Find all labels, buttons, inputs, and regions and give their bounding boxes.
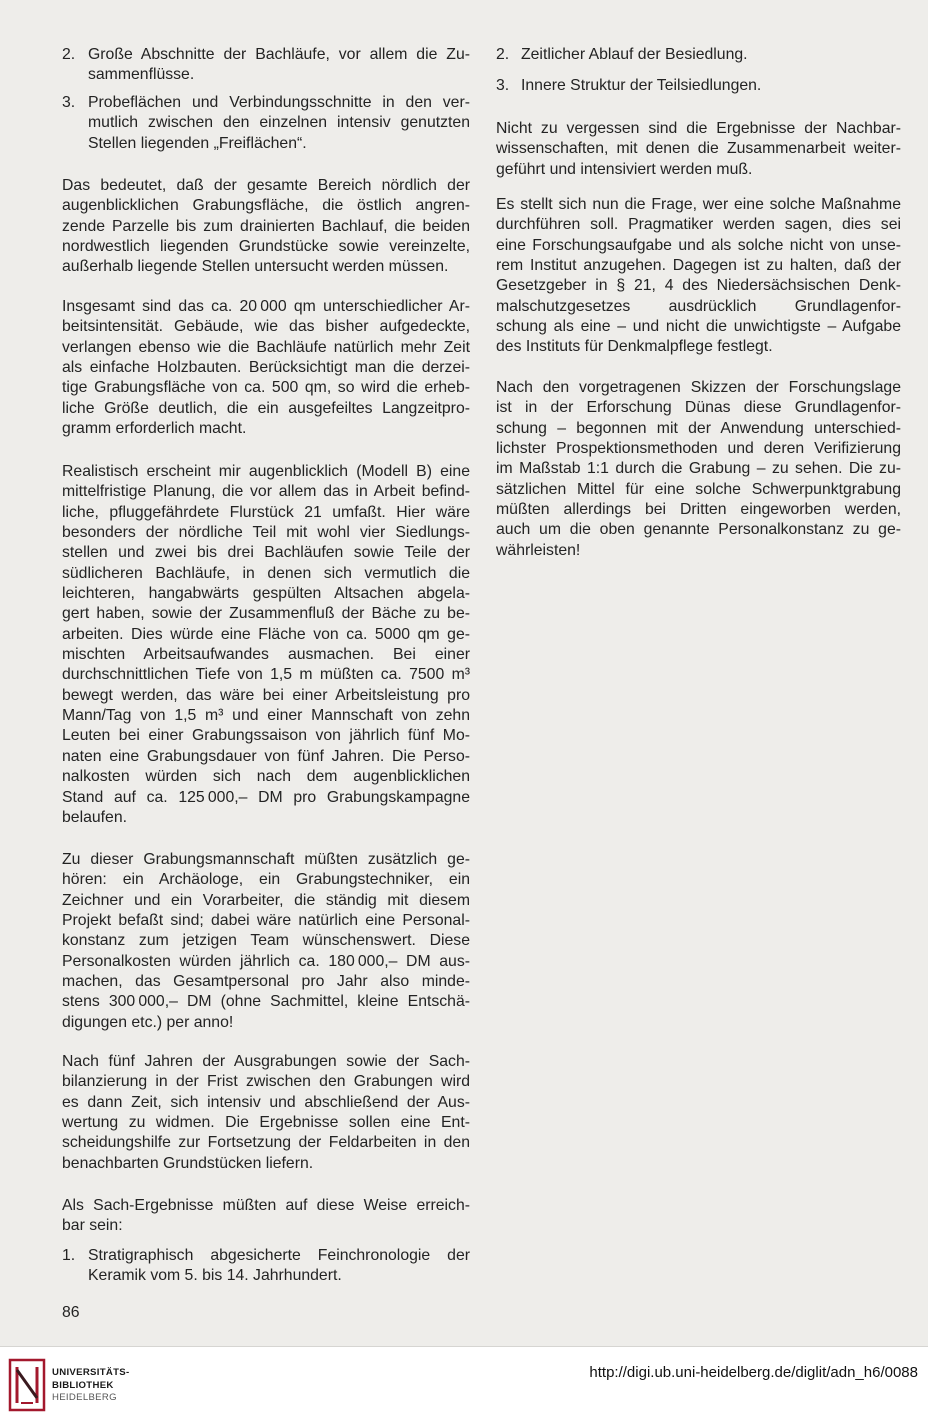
text-line: wertung zu widmen. Die Ergebnisse sollen eine Ent- — [62, 1114, 470, 1132]
text-line: durchführen soll. Pragmatiker werden sagen, dies sei — [496, 216, 901, 234]
text-line: Zeichner und ein Vorarbeiter, die ständig mit diesem — [62, 891, 470, 909]
text-line: als einfache Holzbauten. Berücksichtigt man die derzei- — [62, 359, 470, 377]
text-line: Gesetzgeber in § 21, 4 des Niedersächsischen Denk- — [496, 277, 901, 295]
text-line: Nach fünf Jahren der Ausgrabungen sowie der Sach- — [62, 1053, 470, 1070]
list-item-number: 2. — [62, 46, 76, 63]
text-line: augenblicklichen Grabungsfläche, die östlich angren- — [62, 197, 470, 215]
list-item-text — [521, 76, 901, 96]
text-line: Nach den vorgetragenen Skizzen der Forschungslage — [496, 379, 901, 396]
text-line: müßten allerdings bei Dritten eingeworben werden, — [496, 501, 901, 519]
list-item-number: 3. — [496, 77, 510, 94]
text-line: Es stellt sich nun die Frage, wer eine solche Maßnahme — [496, 196, 901, 213]
text-line: ist in der Erforschung Dünas diese Grundlagenfor- — [496, 399, 901, 417]
text-line: Große Abschnitte der Bachläufe, vor allem die Zu- — [88, 46, 470, 63]
text-line: Projekt befaßt sind; dabei wäre natürlich eine Personal- — [62, 912, 470, 930]
logo-line-university: UNIVERSITÄTS- — [52, 1367, 130, 1378]
text-line: Stratigraphisch abgesicherte Feinchronologie der — [88, 1247, 470, 1264]
text-line: nordwestlich liegenden Grundstücke sowie vereinzelte, — [62, 238, 470, 256]
paragraph-total-area — [62, 297, 470, 439]
text-line: schung als eine – und nicht die unwichtigste – Aufgabe — [496, 318, 901, 336]
text-line: rem Institut anzugehen. Dagegen ist zu halten, daß der — [496, 257, 901, 275]
text-line: wissenschaften, mit denen die Zusammenarbeit weiter- — [496, 140, 901, 158]
text-line: zende Parzelle bis zum drainierten Bachlauf, die beiden — [62, 217, 470, 235]
text-line: arbeiten. Dies würde eine Fläche von ca. 5000 qm ge- — [62, 625, 470, 643]
text-line: Als Sach-Ergebnisse müßten auf diese Weise erreich- — [62, 1197, 470, 1214]
logo-line-city: HEIDELBERG — [52, 1392, 117, 1403]
paragraph-neighbouring-sciences — [496, 119, 901, 180]
library-logo-text — [52, 1367, 129, 1405]
list-item — [62, 45, 470, 86]
text-line: außerhalb liegende Stellen untersucht werden müssen. — [62, 258, 449, 276]
page-url[interactable]: http://digi.ub.uni-heidelberg.de/diglit/adn_h6/0088 — [589, 1364, 918, 1381]
paragraph-responsibility — [496, 195, 901, 358]
text-line: besonders der nördliche Teil mit wohl vier Siedlungs- — [62, 524, 470, 542]
list-item-number: 1. — [62, 1247, 76, 1264]
text-line: sätzlichen Mittel für eine solche Schwerpunktgrabung — [496, 480, 901, 498]
text-line: belaufen. — [62, 808, 128, 826]
text-line: Stand auf ca. 125 000,– DM pro Grabungskampagne — [62, 788, 470, 806]
text-line: machen, das Gesamtpersonal pro Jahr also minde- — [62, 973, 470, 991]
list-item-number: 3. — [62, 94, 76, 111]
text-line: nalkosten würden sich nach dem augenblicklichen — [62, 768, 470, 786]
list-item-text — [88, 45, 470, 86]
text-line: Insgesamt sind das ca. 20 000 qm unterschiedlicher Ar- — [62, 298, 470, 315]
text-line: bilanzierung in der Frist zwischen den Grabungen wird — [62, 1073, 470, 1091]
text-line: im Maßstab 1:1 durch die Grabung – zu sehen. Die zu- — [496, 460, 901, 478]
footer — [0, 1346, 928, 1419]
text-line: mischten Arbeitsaufwandes ausmachen. Bei einer — [62, 646, 470, 664]
text-line: durchschnittlichen Tiefe von 1,5 m müßten ca. 7500 m³ — [62, 666, 470, 684]
text-line: liche Größe deutlich, die ein ausgefeiltes Langzeitpro- — [62, 399, 470, 417]
list-item-text — [521, 45, 901, 65]
paragraph-funding — [496, 378, 901, 561]
text-line: lichster Prospektionsmethoden und deren Verifizierung — [496, 440, 901, 458]
text-line: mittelfristige Planung, die vor allem das in Arbeit befind- — [62, 483, 470, 501]
text-line: Leuten bei einer Grabungssaison von jährlich fünf Mo- — [62, 727, 470, 745]
logo-line-library: BIBLIOTHEK — [52, 1379, 114, 1391]
text-line: Keramik vom 5. bis 14. Jahrhundert. — [88, 1267, 342, 1285]
text-line: bar sein: — [62, 1217, 123, 1235]
list-item — [62, 1246, 470, 1287]
text-line: Das bedeutet, daß der gesamte Bereich nördlich der — [62, 177, 470, 194]
text-line: naten eine Grabungsdauer von fünf Jahren. Die Perso- — [62, 747, 470, 765]
text-line: tige Grabungsfläche von ca. 500 qm, so wird die erheb- — [62, 379, 470, 397]
list-item-text — [88, 1246, 470, 1287]
text-line: eine Forschungsaufgabe und als solche nicht von unse- — [496, 236, 901, 254]
text-line: benachbarten Grundstücken liefern. — [62, 1154, 314, 1172]
text-line: malschutzgesetzes ausdrücklich Grundlagenfor- — [496, 297, 901, 315]
text-line: es dann Zeit, sich intensiv und abschließend der Aus- — [62, 1093, 470, 1111]
text-line: Probeflächen und Verbindungsschnitte in den ver- — [88, 94, 470, 111]
text-line: Mann/Tag von 1,5 m³ und einer Mannschaft von zehn — [62, 707, 470, 725]
text-line: Nicht zu vergessen sind die Ergebnisse der Nachbar- — [496, 120, 901, 137]
text-line: bewegt werden, das wäre bei einer Arbeitsleistung pro — [62, 686, 470, 704]
text-line: Zeitlicher Ablauf der Besiedlung. — [521, 46, 748, 63]
text-line: stens 300 000,– DM (ohne Sachmittel, kleine Entschä- — [62, 993, 470, 1011]
text-line: scheidungshilfe zur Fortsetzung der Feldarbeiten in den — [62, 1134, 470, 1152]
text-line: südlicheren Bachläufe, in denen sich vermutlich die — [62, 564, 470, 582]
text-line: sammenflüsse. — [88, 66, 195, 84]
text-line: liche, pfluggefährdete Flurstück 21 umfaßt. Hier wäre — [62, 503, 470, 521]
text-line: gramm erforderlich macht. — [62, 420, 247, 438]
text-line: konstanz zum jetzigen Team wünschenswert. Diese — [62, 932, 470, 950]
text-line: mutlich zwischen den einzelnen intensiv genutzten — [88, 114, 470, 132]
text-line: verlangen ebenso wie die Bachläufe natürlich mehr Zeit — [62, 338, 470, 356]
text-line: gert haben, sowie der Zusammenfluß der Bäche zu be- — [62, 605, 470, 623]
list-item-text — [88, 93, 470, 154]
text-line: beitsintensität. Gebäude, wie das bisher aufgedeckte, — [62, 318, 470, 336]
text-line: geführt und intensiviert werden muß. — [496, 160, 753, 178]
text-line: währleisten! — [496, 541, 581, 559]
paragraph-staff — [62, 850, 470, 1033]
text-line: des Instituts für Denkmalpflege festlegt. — [496, 338, 773, 356]
text-line: schung – begonnen mit der Anwendung unterschied- — [496, 419, 901, 437]
text-line: digungen etc.) per anno! — [62, 1013, 234, 1031]
text-line: Innere Struktur der Teilsiedlungen. — [521, 77, 762, 94]
paragraph-results-intro — [62, 1196, 470, 1237]
text-line: Realistisch erscheint mir augenblicklich (Modell B) eine — [62, 463, 470, 480]
text-line: stellen und zwei bis drei Bachläufen sowie Teile der — [62, 544, 470, 562]
library-logo-icon — [8, 1358, 46, 1412]
text-line: Personalkosten würden jährlich ca. 180 000,– DM aus- — [62, 952, 470, 970]
list-item — [496, 76, 901, 96]
text-line: Zu dieser Grabungsmannschaft müßten zusätzlich ge- — [62, 851, 470, 868]
list-item — [496, 45, 901, 65]
list-item — [62, 93, 470, 154]
paragraph-survey-area — [62, 176, 470, 278]
text-line: auch um die oben genannte Personalkonstanz zu ge- — [496, 521, 901, 539]
text-line: Stellen liegenden „Freiflächen“. — [88, 134, 307, 152]
text-line: leichteren, hangabwärts gespülten Altsachen abgela- — [62, 585, 470, 603]
list-item-number: 2. — [496, 46, 510, 63]
paragraph-evaluation — [62, 1052, 470, 1174]
text-line: hören: ein Archäologe, ein Grabungstechniker, ein — [62, 871, 470, 889]
page-number: 86 — [62, 1304, 80, 1321]
paragraph-medium-term-plan — [62, 462, 470, 828]
